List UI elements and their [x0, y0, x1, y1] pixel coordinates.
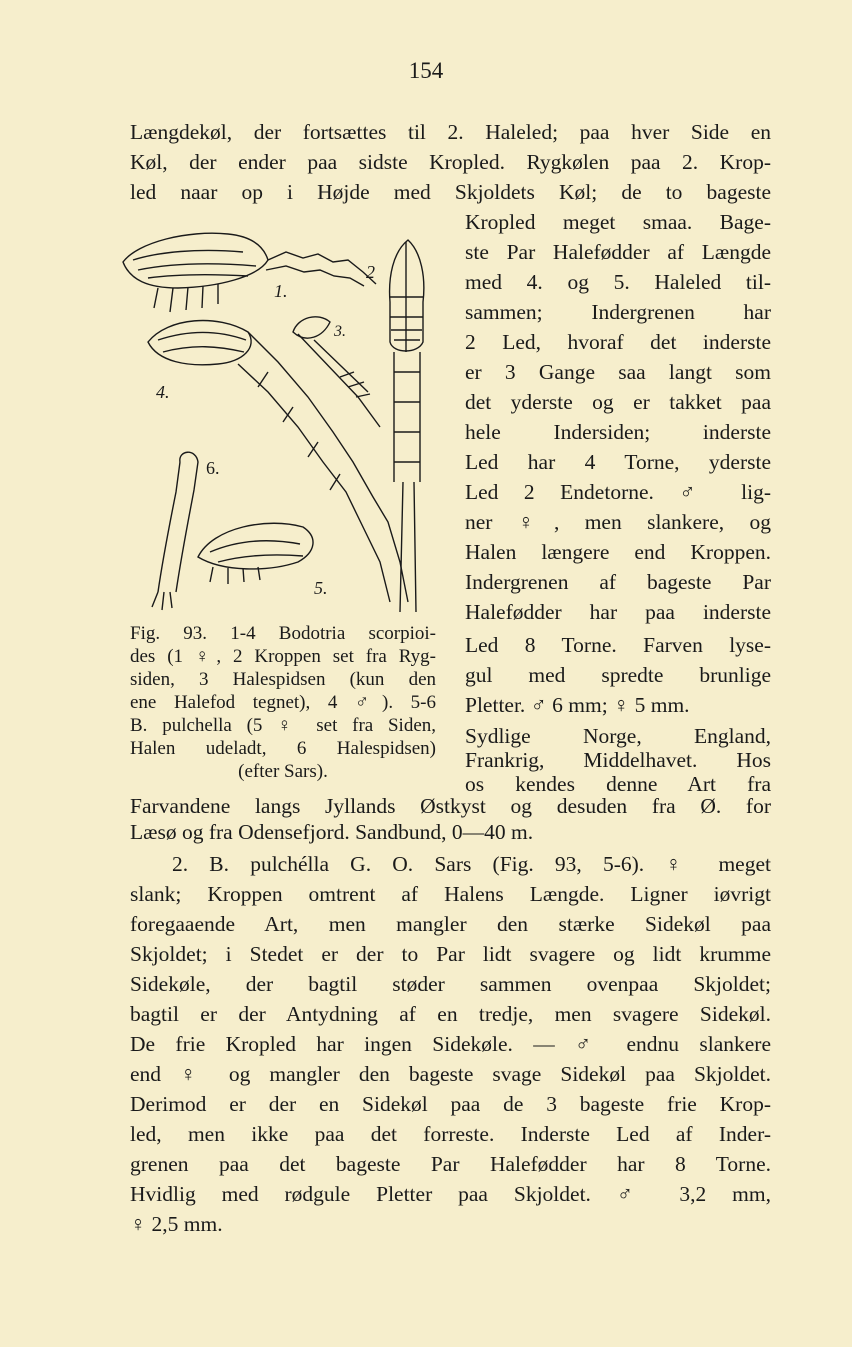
text-line: led, men ikke paa det forreste. Inderste Led af Inder-: [130, 1122, 771, 1146]
text-line: Læsø og fra Odensefjord. Sandbund, 0—40 m.: [130, 820, 534, 844]
figure-label-2: 2: [366, 262, 375, 282]
text-line: end ♀ og mangler den bageste svage Sidekøl paa Skjoldet.: [130, 1062, 771, 1086]
text-line: Skjoldet; i Stedet er der to Par lidt svagere og lidt krumme: [130, 942, 771, 966]
text-line: Indergrenen af bageste Par: [465, 570, 771, 594]
text-line: Sydlige Norge, England,: [465, 724, 771, 748]
figure-93-illustration: [118, 222, 448, 622]
caption-line: siden, 3 Halespidsen (kun den: [130, 669, 436, 690]
specimen-6-tail-spine: [152, 452, 198, 610]
text-line: sammen; Indergrenen har: [465, 300, 771, 324]
figure-label-4: 4.: [156, 382, 170, 402]
text-line: Sidekøle, der bagtil støder sammen ovenpaa Skjoldet;: [130, 972, 771, 996]
text-line: Frankrig, Middelhavet. Hos: [465, 748, 771, 772]
text-line: 2 Led, hvoraf det inderste: [465, 330, 771, 354]
text-line: med 4. og 5. Haleled til-: [465, 270, 771, 294]
text-line: gul med spredte brunlige: [465, 663, 771, 687]
figure-label-5: 5.: [314, 578, 328, 598]
caption-line: des (1 ♀, 2 Kroppen set fra Ryg-: [130, 646, 436, 667]
page-number: 154: [408, 58, 444, 83]
caption-line: Halen udeladt, 6 Halespidsen): [130, 738, 436, 759]
specimen-1-side-view: [123, 233, 376, 312]
specimen-4-male: [148, 321, 408, 602]
figure-label-6: 6.: [206, 458, 220, 478]
text-line: er 3 Gange saa langt som: [465, 360, 771, 384]
text-line: Halefødder har paa inderste: [465, 600, 771, 624]
text-line: foregaaende Art, men mangler den stærke Sidekøl paa: [130, 912, 771, 936]
text-line: os kendes denne Art fra: [465, 772, 771, 796]
text-line: Hvidlig med rødgule Pletter paa Skjoldet. ♂ 3,2 mm,: [130, 1182, 771, 1206]
text-line: det yderste og er takket paa: [465, 390, 771, 414]
text-line: Derimod er der en Sidekøl paa de 3 bageste frie Krop-: [130, 1092, 771, 1116]
caption-line: B. pulchella (5 ♀ set fra Siden,: [130, 715, 436, 736]
text-line: Længdekøl, der fortsættes til 2. Haleled; paa hver Side en: [130, 120, 771, 144]
text-line: slank; Kroppen omtrent af Halens Længde. Ligner iøvrigt: [130, 882, 771, 906]
text-line: led naar op i Højde med Skjoldets Køl; de to bageste: [130, 180, 771, 204]
caption-line: (efter Sars).: [238, 761, 328, 782]
caption-line: Fig. 93. 1-4 Bodotria scorpioi-: [130, 623, 436, 644]
text-line: ner ♀, men slankere, og: [465, 510, 771, 534]
text-line: Led 8 Torne. Farven lyse-: [465, 633, 771, 657]
text-line: Led 2 Endetorne. ♂ lig-: [465, 480, 771, 504]
caption-line: ene Halefod tegnet), 4 ♂). 5-6: [130, 692, 436, 713]
figure-label-3: 3.: [334, 323, 346, 340]
specimen-5-pulchella: [198, 523, 313, 584]
text-line: Halen længere end Kroppen.: [465, 540, 771, 564]
text-line: Led har 4 Torne, yderste: [465, 450, 771, 474]
crustacean-drawing: [118, 222, 448, 622]
species-heading-line: 2. B. pulchélla G. O. Sars (Fig. 93, 5-6). ♀ meget: [172, 852, 771, 876]
text-line: De frie Kropled har ingen Sidekøle. — ♂ endnu slankere: [130, 1032, 771, 1056]
text-line: Kropled meget smaa. Bage-: [465, 210, 771, 234]
text-line: ste Par Halefødder af Længde: [465, 240, 771, 264]
text-line: hele Indersiden; inderste: [465, 420, 771, 444]
text-line: Køl, der ender paa sidste Kropled. Rygkølen paa 2. Krop-: [130, 150, 771, 174]
text-line: Farvandene langs Jyllands Østkyst og desuden fra Ø. for: [130, 794, 771, 818]
specimen-2-dorsal-view: [390, 240, 424, 612]
figure-label-1: 1.: [274, 281, 288, 301]
text-line: Pletter. ♂ 6 mm; ♀ 5 mm.: [465, 693, 690, 717]
text-line: grenen paa det bageste Par Halefødder har 8 Torne.: [130, 1152, 771, 1176]
text-line: ♀ 2,5 mm.: [130, 1212, 223, 1236]
text-line: bagtil er der Antydning af en tredje, men svagere Sidekøl.: [130, 1002, 771, 1026]
